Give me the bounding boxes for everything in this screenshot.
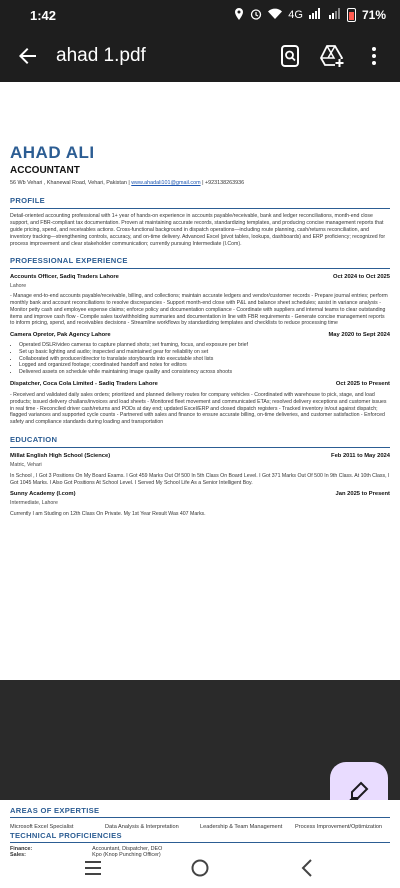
- contact-address: 56 Wb Vehari , Khanewal Road, Vehari, Pakistan |: [10, 180, 130, 186]
- recent-apps-icon[interactable]: [81, 856, 105, 880]
- signal-icon: [309, 8, 323, 22]
- job-header: [10, 381, 390, 389]
- expertise-item: Process Improvement/Optimization: [295, 824, 383, 830]
- job-header: [10, 274, 390, 282]
- resume-contact: [10, 180, 390, 187]
- list-item: • Collaborated with producer/director to translate storyboards into executable shot lists: [19, 356, 390, 363]
- signal-icon-2: [329, 8, 341, 22]
- job-entry: [10, 381, 390, 426]
- home-icon[interactable]: [188, 856, 212, 880]
- education-heading: EDUCATION: [10, 435, 390, 448]
- technical-heading: TECHNICAL PROFICIENCIES: [10, 831, 390, 843]
- pdf-page-1[interactable]: [0, 82, 400, 680]
- job-description: - Manage end-to-end accounts payable/receivable, billing, and collections; maintain accurate ledgers and vendor/customer records - Prepare journal entries; perform monthly bank and account reconciliations to resolve discrepancies - Support month-end close with P&L and balance sheet schedules; assist in variance analysis - Monitor petty cash and employee expense claims; enforce policy and documentation compliance - Coordinate with suppliers and internal teams to clear outstanding items and improve cash flow - Compile sales tax/withholding summaries and documentation in line with FBR requirements - Generate concise management reports to inform pricing, spend, and receivables decisions - Streamline workflows by standardizing templates and checklists to reduce processing time: [10, 292, 388, 327]
- search-document-icon[interactable]: [278, 44, 302, 68]
- app-bar: [0, 30, 400, 82]
- list-item: • Delivered assets on schedule while maintaining image quality and consistency across shoots: [19, 369, 390, 376]
- expertise-item: Leadership & Team Management: [200, 824, 283, 830]
- list-item: • Operated DSLR/video cameras to capture planned shots; set framing, focus, and exposure per brief: [19, 342, 390, 349]
- education-sub: Matric, Vehari: [10, 461, 42, 468]
- technical-label: Finance:: [10, 846, 33, 853]
- education-header: [10, 491, 390, 499]
- appbar-actions: [278, 44, 386, 68]
- profile-text: Detail-oriented accounting professional with 1+ year of hands-on experience in accounts payable/receivable, bank and ledger reconciliations, month-end close support, and FBR-compliant tax documentation. Proven at maintaining accurate records, standardizing templates, and producing concise management reports that guide pricing, spend, and receivables actions. Cross-functional background in dispatch operations—including route planning, cash/returns reconciliation, and inventory tracking—strengthening controls, accuracy, and on-time delivery. Advanced Excel (pivot tables, lookups, dashboards) and ERP proficiency; recognized for process improvement and clear stakeholder communication; currently pursuing Intermediate (I.Com).: [10, 213, 386, 247]
- contact-email-link[interactable]: www.ahadali101@gmail.com: [131, 180, 201, 186]
- job-title: Camera Opretor, Pak Agency Lahore: [10, 332, 111, 339]
- status-icons: [234, 8, 386, 23]
- job-header: [10, 332, 390, 340]
- job-entry: [10, 332, 390, 376]
- status-time: 1:42: [30, 7, 57, 23]
- education-sub: Intermediate, Lahore: [10, 500, 58, 506]
- job-dates: Oct 2025 to Present: [335, 381, 390, 388]
- technical-value: Accountant, Dispatcher, DEO: [92, 846, 163, 853]
- profile-heading: PROFILE: [10, 196, 390, 209]
- resume-name: AHAD ALI: [10, 143, 95, 162]
- job-title: Dispatcher, Coca Cola Limited - Sadiq Traders Lahore: [10, 381, 158, 388]
- job-dates: Oct 2024 to Oct 2025: [332, 274, 390, 281]
- expertise-item: Data Analysis & Interpretation: [105, 824, 179, 830]
- network-label: 4G: [288, 9, 303, 21]
- location-icon: [234, 8, 244, 23]
- education-header: [10, 453, 390, 461]
- file-title: ahad 1.pdf: [56, 45, 146, 66]
- resume-role: ACCOUNTANT: [10, 165, 80, 176]
- job-dates: May 2020 to Sept 2024: [328, 332, 390, 339]
- alarm-icon: [250, 8, 262, 23]
- education-dates: Jan 2025 to Present: [335, 491, 390, 498]
- contact-phone: | +923138263936: [202, 180, 245, 186]
- job-description: - Received and validated daily sales orders; prioritized and planned delivery routes for company vehicles - Coordinated with warehouse to pick, stage, and load products; issued delivery challans/invoices and load sheets - Monitored fleet movement and communicated ETAs; resolved delivery exceptions and customer issues in real time - Reconciled driver cash/returns and PODs at day end; updated Excel/ERP and closed dispatch registers - Tracked inventory in/out against dispatch; flagged variances and supported cycle counts - Partnered with sales and finance to ensure accurate billing, on-time deliveries, and customer satisfaction - Enforced safety and compliance standards during loading and transportation: [10, 391, 387, 426]
- navigation-bar: [0, 848, 400, 888]
- drive-add-icon[interactable]: [320, 44, 344, 68]
- list-item: • Logged and organized footage; coordinated handoff and notes for editors: [19, 362, 390, 369]
- school-name: Millat English High School (Science): [10, 453, 111, 460]
- school-name: Sunny Academy (I.com): [10, 491, 76, 498]
- expertise-row: [10, 824, 390, 831]
- job-entry: [10, 274, 390, 327]
- wifi-icon: [268, 8, 282, 22]
- technical-value: Kpo (Knop Punching Officer): [92, 852, 161, 859]
- technical-label: Sales:: [10, 852, 26, 859]
- list-item: • Set up basic lighting and audio; inspected and maintained gear for reliability on set: [19, 349, 390, 356]
- battery-icon: [347, 8, 356, 22]
- battery-percent: 71%: [361, 8, 386, 22]
- job-location: Lahore: [10, 283, 27, 290]
- education-dates: Feb 2011 to May 2024: [331, 453, 390, 460]
- education-entry: [10, 453, 390, 486]
- status-bar: [0, 0, 400, 30]
- back-arrow-icon[interactable]: [10, 38, 46, 74]
- job-title: Accounts Officer, Sadiq Traders Lahore: [10, 274, 119, 281]
- education-text: In School , I Got 3 Positions On My Board Exams. I Got 459 Marks Out Of 500 In 5th Class On Board Level. I Got 371 Marks Out Of 500 In 9th Class. At 10th Class, I Got 1045 Marks. I Also Got Positions At School Level. I Served My School Life As a Senior Intelligent Boy.: [10, 472, 390, 486]
- job-bullets: [10, 342, 390, 376]
- more-options-icon[interactable]: [362, 44, 386, 68]
- expertise-item: Microsoft Excel Specialist: [10, 824, 74, 830]
- education-text: Currently I am Studing on 12th Class On Private. My 1st Year Result Was 407 Marks.: [10, 510, 206, 517]
- education-entry: [10, 491, 390, 517]
- expertise-heading: AREAS OF EXPERTISE: [10, 806, 390, 818]
- back-nav-icon[interactable]: [295, 856, 319, 880]
- experience-heading: PROFESSIONAL EXPERIENCE: [10, 256, 390, 269]
